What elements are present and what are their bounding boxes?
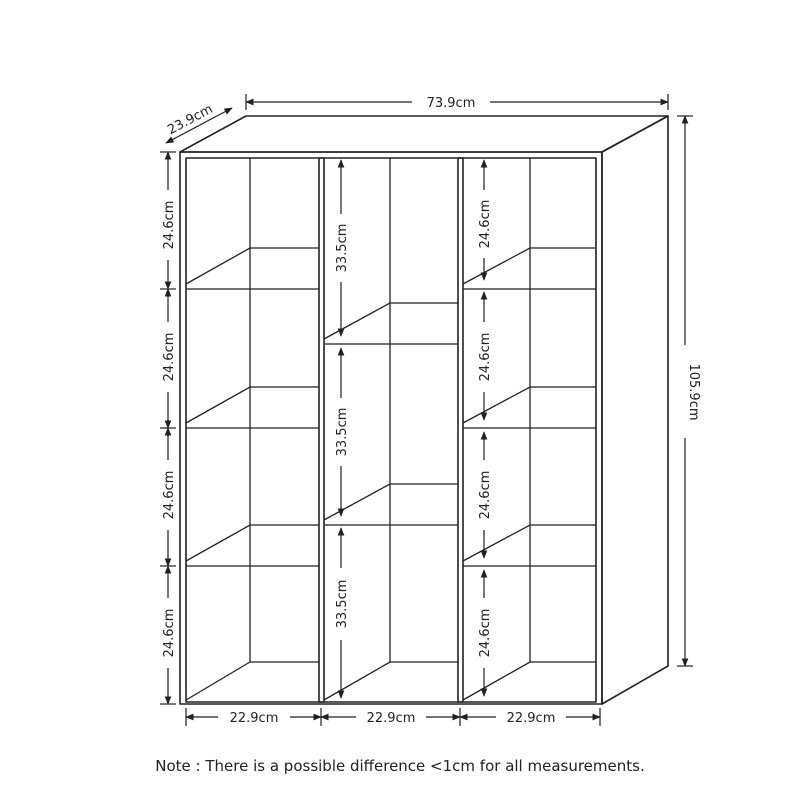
measurement-note: Note : There is a possible difference <1cm for all measurements. — [155, 757, 645, 775]
center-height-label-1: 33.5cm — [335, 223, 350, 273]
left-height-label-1: 24.6cm — [162, 200, 177, 250]
divider-right — [458, 158, 463, 702]
left-height-label-3: 24.6cm — [162, 470, 177, 520]
depth-label: 23.9cm — [165, 101, 216, 138]
top-face — [180, 116, 668, 152]
right-height-label-4: 24.6cm — [478, 608, 493, 658]
side-face — [602, 116, 668, 704]
center-shelves — [324, 303, 458, 700]
right-height-label-1: 24.6cm — [478, 199, 493, 249]
right-height-label-3: 24.6cm — [478, 470, 493, 520]
center-height-label-2: 33.5cm — [335, 407, 350, 457]
left-height-label-2: 24.6cm — [162, 332, 177, 382]
divider-left — [319, 158, 324, 702]
center-height-label-3: 33.5cm — [335, 579, 350, 629]
bookshelf-outline — [180, 116, 668, 704]
column-width-label-2: 22.9cm — [366, 711, 416, 726]
front-inner — [186, 158, 596, 702]
left-shelves — [186, 248, 319, 700]
left-height-label-4: 24.6cm — [162, 608, 177, 658]
column-width-label-1: 22.9cm — [229, 711, 279, 726]
width-label: 73.9cm — [426, 96, 476, 111]
right-height-label-2: 24.6cm — [478, 332, 493, 382]
column-width-label-3: 22.9cm — [506, 711, 556, 726]
height-label: 105.9cm — [686, 363, 701, 421]
